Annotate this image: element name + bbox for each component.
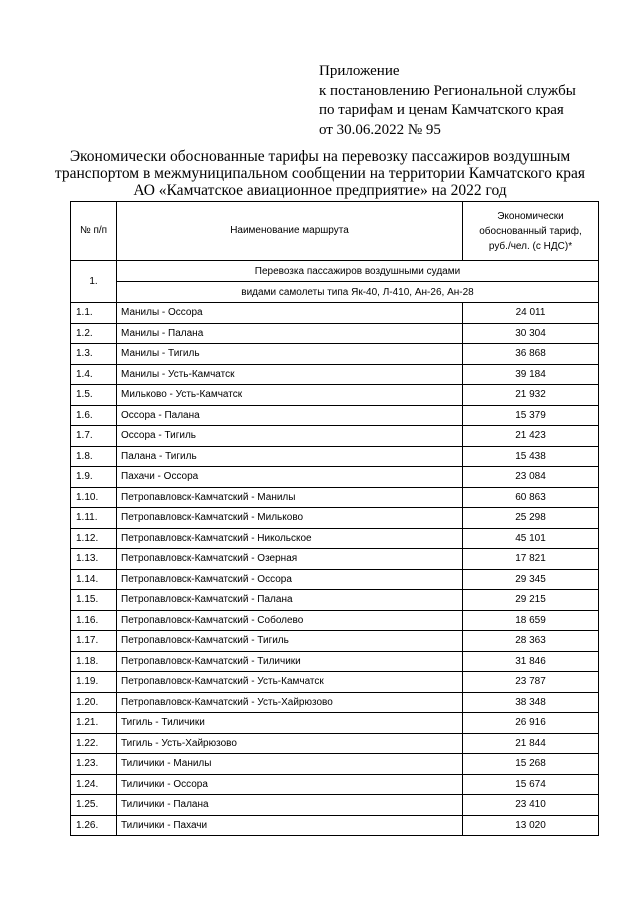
route-name: Петропавловск-Камчатский - Усть-Хайрюзово xyxy=(117,692,463,713)
route-name: Манилы - Палана xyxy=(117,323,463,344)
route-name: Петропавловск-Камчатский - Манилы xyxy=(117,487,463,508)
row-num: 1.6. xyxy=(71,405,117,426)
route-name: Тиличики - Палана xyxy=(117,795,463,816)
tariff-value: 29 345 xyxy=(463,569,599,590)
appendix-line: Приложение xyxy=(319,63,400,79)
table-row xyxy=(71,446,599,467)
route-name: Петропавловск-Камчатский - Мильково xyxy=(117,508,463,529)
row-num: 1.25. xyxy=(71,795,117,816)
row-num: 1.14. xyxy=(71,569,117,590)
appendix-line: по тарифам и ценам Камчатского края xyxy=(319,102,564,118)
row-num: 1.26. xyxy=(71,815,117,836)
tariff-value: 38 348 xyxy=(463,692,599,713)
tariff-value: 31 846 xyxy=(463,651,599,672)
table-row xyxy=(71,467,599,488)
appendix-line: к постановлению Региональной службы xyxy=(319,82,576,99)
title-line: транспортом в межмуниципальном сообщении на территории Камчатского края xyxy=(54,165,586,182)
appendix-line: от 30.06.2022 № 95 xyxy=(319,121,441,138)
table-row xyxy=(71,692,599,713)
section-title-line: Перевозка пассажиров воздушными судами xyxy=(117,261,599,282)
tariff-value: 18 659 xyxy=(463,610,599,631)
section-num: 1. xyxy=(71,261,117,303)
tariff-value: 13 020 xyxy=(463,815,599,836)
row-num: 1.15. xyxy=(71,590,117,611)
tariff-value: 24 011 xyxy=(463,303,599,324)
route-name: Оссора - Палана xyxy=(117,405,463,426)
row-num: 1.21. xyxy=(71,713,117,734)
table-row xyxy=(71,323,599,344)
tariff-value: 25 298 xyxy=(463,508,599,529)
route-name: Тиличики - Оссора xyxy=(117,774,463,795)
table-row xyxy=(71,610,599,631)
tariff-value: 15 379 xyxy=(463,405,599,426)
table-row xyxy=(71,754,599,775)
tariff-value: 21 423 xyxy=(463,426,599,447)
tariff-value: 23 410 xyxy=(463,795,599,816)
row-num: 1.16. xyxy=(71,610,117,631)
table-header-row xyxy=(71,202,599,261)
appendix-block xyxy=(319,62,576,140)
route-name: Тигиль - Усть-Хайрюзово xyxy=(117,733,463,754)
row-num: 1.7. xyxy=(71,426,117,447)
table-row xyxy=(71,385,599,406)
header-price-line: Экономически xyxy=(497,210,564,222)
header-num: № п/п xyxy=(71,202,117,261)
table-row xyxy=(71,590,599,611)
tariff-value: 21 932 xyxy=(463,385,599,406)
table-row xyxy=(71,651,599,672)
route-name: Мильково - Усть-Камчатск xyxy=(117,385,463,406)
table-row xyxy=(71,487,599,508)
table-row xyxy=(71,569,599,590)
title-line: АО «Камчатское авиационное предприятие» на 2022 год xyxy=(133,182,507,199)
table-row xyxy=(71,733,599,754)
section-row xyxy=(71,282,599,303)
route-name: Оссора - Тигиль xyxy=(117,426,463,447)
tariff-value: 23 787 xyxy=(463,672,599,693)
route-name: Петропавловск-Камчатский - Тигиль xyxy=(117,631,463,652)
route-name: Тигиль - Тиличики xyxy=(117,713,463,734)
row-num: 1.13. xyxy=(71,549,117,570)
tariff-value: 15 268 xyxy=(463,754,599,775)
header-price xyxy=(463,202,599,261)
row-num: 1.23. xyxy=(71,754,117,775)
tariff-value: 45 101 xyxy=(463,528,599,549)
table-row xyxy=(71,795,599,816)
route-name: Манилы - Усть-Камчатск xyxy=(117,364,463,385)
title-line: Экономически обоснованные тарифы на перевозку пассажиров воздушным xyxy=(69,148,571,165)
table-row xyxy=(71,815,599,836)
route-name: Тиличики - Пахачи xyxy=(117,815,463,836)
tariff-value: 15 674 xyxy=(463,774,599,795)
route-name: Петропавловск-Камчатский - Палана xyxy=(117,590,463,611)
table-row xyxy=(71,774,599,795)
row-num: 1.9. xyxy=(71,467,117,488)
table-row xyxy=(71,528,599,549)
section-row xyxy=(71,261,599,282)
row-num: 1.22. xyxy=(71,733,117,754)
row-num: 1.8. xyxy=(71,446,117,467)
route-name: Пахачи - Оссора xyxy=(117,467,463,488)
tariff-value: 15 438 xyxy=(463,446,599,467)
route-name: Петропавловск-Камчатский - Озерная xyxy=(117,549,463,570)
row-num: 1.5. xyxy=(71,385,117,406)
tariff-value: 36 868 xyxy=(463,344,599,365)
route-name: Манилы - Тигиль xyxy=(117,344,463,365)
tariff-value: 26 916 xyxy=(463,713,599,734)
table-row xyxy=(71,426,599,447)
header-price-line: обоснованный тариф, xyxy=(479,225,582,237)
table-row xyxy=(71,549,599,570)
tariff-value: 28 363 xyxy=(463,631,599,652)
route-name: Петропавловск-Камчатский - Оссора xyxy=(117,569,463,590)
table-row xyxy=(71,672,599,693)
tariff-value: 23 084 xyxy=(463,467,599,488)
tariff-value: 21 844 xyxy=(463,733,599,754)
table-row xyxy=(71,303,599,324)
route-name: Петропавловск-Камчатский - Тиличики xyxy=(117,651,463,672)
row-num: 1.12. xyxy=(71,528,117,549)
row-num: 1.18. xyxy=(71,651,117,672)
row-num: 1.24. xyxy=(71,774,117,795)
tariff-table xyxy=(70,201,599,836)
tariff-value: 39 184 xyxy=(463,364,599,385)
table-row xyxy=(71,344,599,365)
tariff-value: 60 863 xyxy=(463,487,599,508)
row-num: 1.17. xyxy=(71,631,117,652)
route-name: Петропавловск-Камчатский - Никольское xyxy=(117,528,463,549)
row-num: 1.11. xyxy=(71,508,117,529)
table-row xyxy=(71,713,599,734)
row-num: 1.20. xyxy=(71,692,117,713)
table-row xyxy=(71,508,599,529)
header-route: Наименование маршрута xyxy=(117,202,463,261)
row-num: 1.2. xyxy=(71,323,117,344)
header-price-line: руб./чел. (с НДС)* xyxy=(488,240,573,252)
table-row xyxy=(71,364,599,385)
row-num: 1.19. xyxy=(71,672,117,693)
tariff-value: 30 304 xyxy=(463,323,599,344)
tariff-value: 29 215 xyxy=(463,590,599,611)
document-title xyxy=(50,148,590,199)
route-name: Манилы - Оссора xyxy=(117,303,463,324)
route-name: Петропавловск-Камчатский - Соболево xyxy=(117,610,463,631)
table-row xyxy=(71,631,599,652)
section-title-line: видами самолеты типа Як-40, Л-410, Ан-26, Ан-28 xyxy=(117,282,599,303)
row-num: 1.10. xyxy=(71,487,117,508)
route-name: Палана - Тигиль xyxy=(117,446,463,467)
row-num: 1.3. xyxy=(71,344,117,365)
row-num: 1.4. xyxy=(71,364,117,385)
route-name: Петропавловск-Камчатский - Усть-Камчатск xyxy=(117,672,463,693)
table-row xyxy=(71,405,599,426)
row-num: 1.1. xyxy=(71,303,117,324)
route-name: Тиличики - Манилы xyxy=(117,754,463,775)
tariff-value: 17 821 xyxy=(463,549,599,570)
